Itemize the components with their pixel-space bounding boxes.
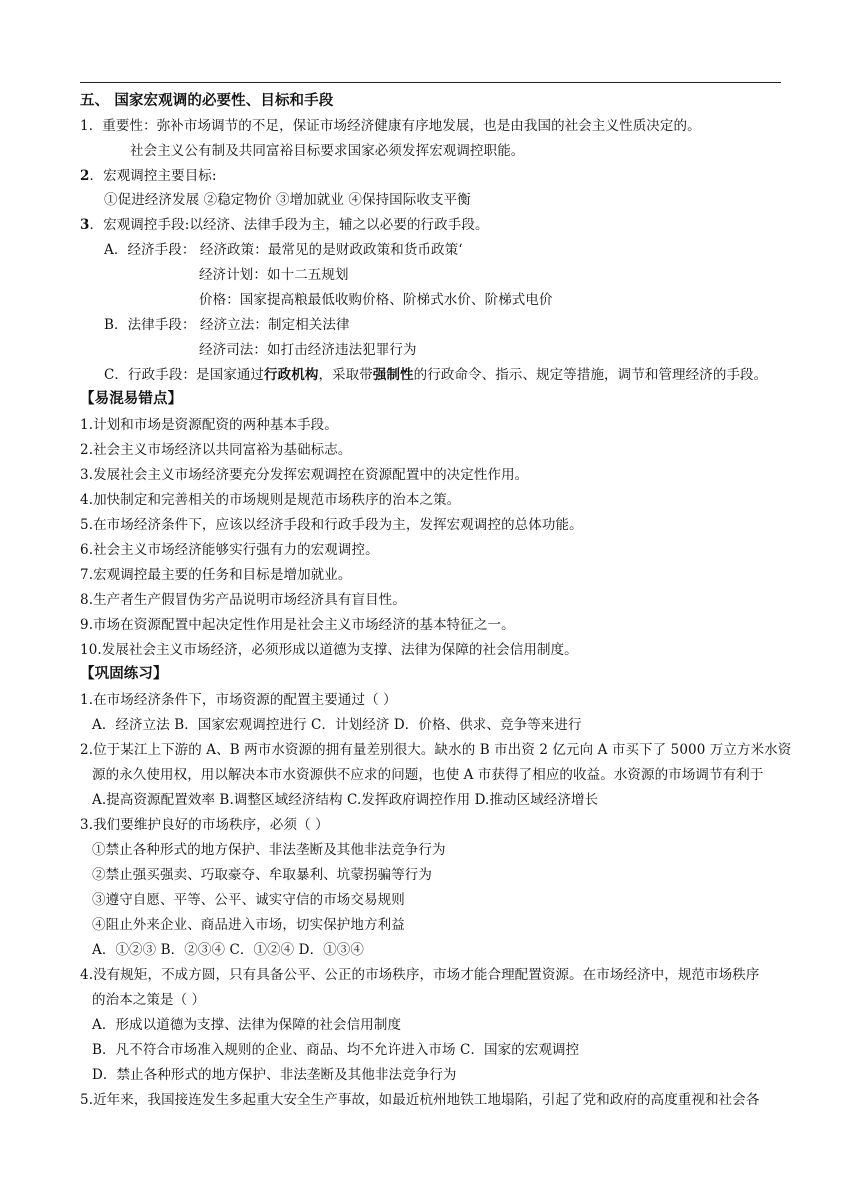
mistake-item: 10.发展社会主义市场经济，必须形成以道德为支撑、法律为保障的社会信用制度。 <box>80 642 578 658</box>
question-3-statement: ③遵守自愿、平等、公平、诚实守信的市场交易规则 <box>92 892 405 908</box>
mistake-item: 8.生产者生产假冒伪劣产品说明市场经济具有盲目性。 <box>80 592 406 608</box>
practice-title: 【巩固练习】 <box>80 665 168 682</box>
header-rule <box>80 82 781 83</box>
admin-means-bold-1: 行政机构 <box>264 367 319 383</box>
goals-number: 2 <box>80 168 90 184</box>
mistake-item: 1.计划和市场是资源配资的两种基本手段。 <box>80 417 338 433</box>
question-3-statement: ②禁止强买强卖、巧取豪夺、牟取暴利、坑蒙拐骗等行为 <box>92 867 432 883</box>
question-3-statement: ④阻止外来企业、商品进入市场，切实保护地方利益 <box>92 917 405 933</box>
law-judicial: 经济司法：如打击经济违法犯罪行为 <box>199 342 417 358</box>
econ-means: A．经济手段： 经济政策：最常见的是财政政策和货币政策‘ <box>104 242 463 258</box>
admin-means-text-3: 的行政命令、指示、规定等措施，调节和管理经济的手段。 <box>413 367 768 383</box>
econ-plan: 经济计划：如十二五规划 <box>199 267 349 283</box>
admin-means <box>104 366 767 384</box>
question-3-statement: ①禁止各种形式的地方保护、非法垄断及其他非法竞争行为 <box>92 842 446 858</box>
law-means: B．法律手段： 经济立法：制定相关法律 <box>104 317 350 333</box>
mistakes-title: 【易混易错点】 <box>80 390 183 407</box>
section-title: 五、 国家宏观调的必要性、目标和手段 <box>80 92 334 109</box>
question-2-options: A.提高资源配置效率 B.调整区域经济结构 C.发挥政府调控作用 D.推动区域经济增长 <box>92 792 599 808</box>
mistake-item: 3.发展社会主义市场经济要充分发挥宏观调控在资源配置中的决定性作用。 <box>80 467 529 483</box>
importance-line-2: 社会主义公有制及共同富裕目标要求国家必须发挥宏观调控职能。 <box>130 143 525 159</box>
mistake-item: 4.加快制定和完善相关的市场规则是规范市场秩序的治本之策。 <box>80 492 461 508</box>
question-3: 3.我们要维护良好的市场秩序，必须（ ） <box>80 817 329 833</box>
question-4-option-a: A．形成以道德为支撑、法律为保障的社会信用制度 <box>92 1017 402 1033</box>
goals-title: ．宏观调控主要目标: <box>89 168 217 184</box>
question-1: 1.在市场经济条件下，市场资源的配置主要通过（ ） <box>80 692 397 708</box>
mistake-item: 2.社会主义市场经济以共同富裕为基础标志。 <box>80 442 352 458</box>
mistake-item: 9.市场在资源配置中起决定性作用是社会主义市场经济的基本特征之一。 <box>80 617 515 633</box>
means-number: 3 <box>80 217 90 233</box>
question-4-option-d: D．禁止各种形式的地方保护、非法垄断及其他非法竞争行为 <box>92 1067 457 1083</box>
means-heading <box>80 216 489 234</box>
mistake-item: 6.社会主义市场经济能够实行强有力的宏观调控。 <box>80 542 379 558</box>
question-4-line-1: 4.没有规矩，不成方圆，只有具备公平、公正的市场秩序，市场才能合理配置资源。在市场经济中，规范市场秩序 <box>80 967 760 983</box>
question-4-option-bc: B．凡不符合市场准入规则的企业、商品、均不允许进入市场 C．国家的宏观调控 <box>92 1042 580 1058</box>
mistake-item: 7.宏观调控最主要的任务和目标是增加就业。 <box>80 567 352 583</box>
goals-heading <box>80 167 217 185</box>
question-1-options: A．经济立法 B．国家宏观调控进行 C．计划经济 D．价格、供求、竞争等来进行 <box>92 717 582 733</box>
goals-items: ①促进经济发展 ②稳定物价 ③增加就业 ④保持国际收支平衡 <box>104 192 471 208</box>
question-2-line-1: 2.位于某江上下游的 A、B 两市水资源的拥有量差别很大。缺水的 B 市出资 2 亿元向 A 市买下了 5000 万立方米水资 <box>80 742 792 758</box>
admin-means-text-1: C．行政手段：是国家通过 <box>104 367 265 383</box>
mistake-item: 5.在市场经济条件下，应该以经济手段和行政手段为主，发挥宏观调控的总体功能。 <box>80 517 583 533</box>
question-3-options: A．①②③ B．②③④ C．①②④ D．①③④ <box>92 942 364 958</box>
question-2-line-2: 源的永久使用权，用以解决本市水资源供不应求的问题，也使 A 市获得了相应的收益。水资源的市场调节有利于 <box>92 767 764 783</box>
importance-line-1: 1．重要性：弥补市场调节的不足，保证市场经济健康有序地发展，也是由我国的社会主义性质决定的。 <box>80 118 701 134</box>
question-5-line-1: 5.近年来，我国接连发生多起重大安全生产事故，如最近杭州地铁工地塌陷，引起了党和政府的高度重视和社会各 <box>80 1092 760 1108</box>
econ-price: 价格：国家提高粮最低收购价格、阶梯式水价、阶梯式电价 <box>199 292 553 308</box>
admin-means-bold-2: 强制性 <box>372 367 414 383</box>
admin-means-text-2: ，采取带 <box>318 367 373 383</box>
means-title: ．宏观调控手段:以经济、法律手段为主，辅之以必要的行政手段。 <box>89 217 489 233</box>
question-4-line-2: 的治本之策是（ ） <box>92 992 206 1008</box>
